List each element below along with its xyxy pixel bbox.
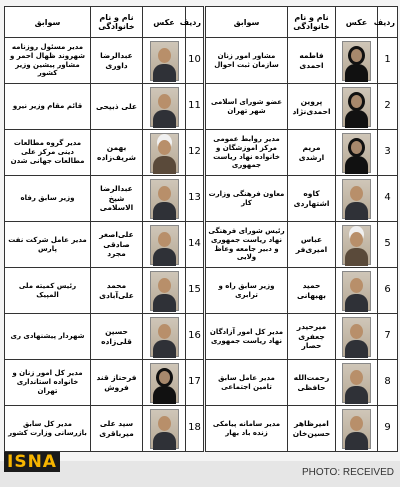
portrait-photo [342, 87, 371, 127]
row-number: 18 [186, 406, 204, 452]
person-name: عبدالرضا شیخ الاسلامی [91, 176, 143, 222]
table-row [206, 314, 398, 360]
portrait-photo [342, 179, 371, 219]
person-record: مدیر کل امور زنان و خانواده استانداری تهران [5, 360, 91, 406]
photo-cell [336, 38, 378, 84]
table-row [206, 268, 398, 314]
person-name: کاوه اشتهاردی [288, 176, 336, 222]
portrait-body [345, 202, 368, 220]
portrait-head [158, 278, 171, 293]
person-record: قائم مقام وزیر نیرو [5, 84, 91, 130]
portrait-head [350, 278, 363, 293]
header-photo: عکس [143, 7, 186, 38]
portrait-body [345, 248, 368, 266]
row-number: 15 [186, 268, 204, 314]
person-record: رئیس کمیته ملی المپیک [5, 268, 91, 314]
person-name: سید علی میرباقری [91, 406, 143, 452]
photo-cell [143, 222, 186, 268]
person-record: مدیر عامل شرکت نفت پارس [5, 222, 91, 268]
person-name: بهمن شریف‌زاده [91, 130, 143, 176]
portrait-photo [342, 409, 371, 449]
row-number: 5 [378, 222, 398, 268]
portrait-head [350, 324, 363, 339]
row-number: 8 [378, 360, 398, 406]
portrait-head [350, 186, 363, 201]
portrait-photo [150, 179, 179, 219]
portrait-head [158, 48, 171, 63]
table-row [5, 268, 204, 314]
table-row [5, 222, 204, 268]
portrait-photo [150, 41, 179, 81]
photo-cell [336, 360, 378, 406]
table-header-row [5, 7, 204, 38]
row-number: 2 [378, 84, 398, 130]
row-number: 16 [186, 314, 204, 360]
person-record: مدیر سامانه پیامکی زنده باد بهار [206, 406, 288, 452]
portrait-photo [150, 225, 179, 265]
portrait-body [345, 386, 368, 404]
portrait-body [345, 64, 368, 82]
portrait-head [350, 232, 363, 247]
person-name: عباس امیری‌فر [288, 222, 336, 268]
photo-cell [143, 314, 186, 360]
portrait-photo [150, 133, 179, 173]
left-table [4, 6, 204, 452]
table-row [206, 38, 398, 84]
person-name: رحمت‌الله حافظی [288, 360, 336, 406]
row-number: 6 [378, 268, 398, 314]
photo-cell [336, 222, 378, 268]
photo-cell [143, 38, 186, 84]
row-number: 17 [186, 360, 204, 406]
portrait-body [153, 64, 176, 82]
table-header-row [206, 7, 398, 38]
row-number: 11 [186, 84, 204, 130]
photo-cell [143, 406, 186, 452]
person-record: وزیر سابق راه و ترابری [206, 268, 288, 314]
person-name: محمد علی‌آبادی [91, 268, 143, 314]
portrait-head [350, 416, 363, 431]
person-record: معاون فرهنگی وزارت کار [206, 176, 288, 222]
portrait-photo [150, 409, 179, 449]
person-record: مدیر روابط عمومی مرکز اموزشگان و خانواده نهاد ریاست جمهوری [206, 130, 288, 176]
row-number: 10 [186, 38, 204, 84]
table-row [206, 406, 398, 452]
person-name: علی‌اصغر صادقی مجرد [91, 222, 143, 268]
portrait-photo [342, 225, 371, 265]
portrait-body [153, 156, 176, 174]
isna-watermark: ISNA [4, 452, 60, 472]
portrait-body [153, 340, 176, 358]
photo-cell [336, 84, 378, 130]
table-row [5, 176, 204, 222]
header-name: نام و نام خانوادگی [288, 7, 336, 38]
portrait-photo [342, 317, 371, 357]
portrait-photo [150, 271, 179, 311]
person-name: امیرظاهر حسین‌خان [288, 406, 336, 452]
portrait-head [158, 140, 171, 155]
header-record: سوابق [206, 7, 288, 38]
portrait-body [153, 202, 176, 220]
portrait-head [158, 232, 171, 247]
portrait-head [348, 46, 365, 65]
person-name: حمید بهبهانی [288, 268, 336, 314]
photo-credit: PHOTO: RECEIVED [301, 467, 394, 478]
person-record: مدیر گروه مطالعات دینی مرکز علی مطالعات جهانی شدن [5, 130, 91, 176]
portrait-photo [150, 87, 179, 127]
person-record: مدیر کل امور آزادگان نهاد ریاست جمهوری [206, 314, 288, 360]
table-row [5, 314, 204, 360]
portrait-head [158, 416, 171, 431]
photo-cell [336, 268, 378, 314]
portrait-head [158, 186, 171, 201]
portrait-head [158, 94, 171, 109]
portrait-body [345, 432, 368, 450]
portrait-body [345, 340, 368, 358]
photo-cell [143, 268, 186, 314]
table-row [5, 84, 204, 130]
person-record: رئیس شورای فرهنگی نهاد ریاست جمهوری و دبیر جامعه وعاظ ولایی [206, 222, 288, 268]
portrait-photo [342, 41, 371, 81]
portrait-body [153, 386, 176, 404]
person-name: عبدالرضا داوری [91, 38, 143, 84]
person-record: عضو شورای اسلامی شهر تهران [206, 84, 288, 130]
portrait-head [158, 324, 171, 339]
photo-cell [336, 406, 378, 452]
header-num: ردیف [378, 7, 398, 38]
person-record: شهردار پیشنهادی ری [5, 314, 91, 360]
header-photo: عکس [336, 7, 378, 38]
portrait-body [345, 294, 368, 312]
header-name: نام و نام خانوادگی [91, 7, 143, 38]
photo-cell [336, 176, 378, 222]
portrait-body [153, 432, 176, 450]
table-row [5, 360, 204, 406]
portrait-head [348, 92, 365, 111]
row-number: 7 [378, 314, 398, 360]
table-row [206, 176, 398, 222]
photo-cell [336, 314, 378, 360]
person-name: میرحیدر جعفری حصار [288, 314, 336, 360]
photo-cell [143, 360, 186, 406]
person-record: مدیر عامل سابق تامین اجتماعی [206, 360, 288, 406]
photo-cell [143, 176, 186, 222]
person-name: پروین احمدی‌نژاد [288, 84, 336, 130]
person-name: علی ذبیحی [91, 84, 143, 130]
person-record: وزیر سابق رفاه [5, 176, 91, 222]
person-name: حسین قلی‌زاده [91, 314, 143, 360]
header-record: سوابق [5, 7, 91, 38]
person-name: مریم ارشدی [288, 130, 336, 176]
portrait-head [156, 368, 173, 387]
row-number: 9 [378, 406, 398, 452]
portrait-body [153, 294, 176, 312]
header-num: ردیف [186, 7, 204, 38]
row-number: 13 [186, 176, 204, 222]
portrait-photo [342, 271, 371, 311]
table-row [206, 222, 398, 268]
portrait-head [348, 138, 365, 157]
portrait-body [345, 156, 368, 174]
row-number: 14 [186, 222, 204, 268]
portrait-body [153, 110, 176, 128]
portrait-photo [150, 363, 179, 403]
portrait-photo [342, 133, 371, 173]
person-name: فرحناز قند فروش [91, 360, 143, 406]
row-number: 1 [378, 38, 398, 84]
portrait-head [350, 370, 363, 385]
row-number: 12 [186, 130, 204, 176]
table-row [5, 38, 204, 84]
row-number: 4 [378, 176, 398, 222]
table-row [206, 130, 398, 176]
table-row [5, 406, 204, 452]
portrait-photo [150, 317, 179, 357]
portrait-photo [342, 363, 371, 403]
photo-cell [143, 130, 186, 176]
table-row [5, 130, 204, 176]
row-number: 3 [378, 130, 398, 176]
portrait-body [153, 248, 176, 266]
table-row [206, 360, 398, 406]
right-table [205, 6, 398, 452]
person-record: مدیر کل سابق بازرسانی وزارت کشور [5, 406, 91, 452]
person-record: مدیر مسئول روزنامه شهروند ظهال احمر و مشاور پیشین وزیر کشور [5, 38, 91, 84]
photo-cell [336, 130, 378, 176]
photo-cell [143, 84, 186, 130]
person-record: مشاور امور زنان سازمان ثبت احوال [206, 38, 288, 84]
table-row [206, 84, 398, 130]
portrait-body [345, 110, 368, 128]
person-name: فاطمه احمدی [288, 38, 336, 84]
